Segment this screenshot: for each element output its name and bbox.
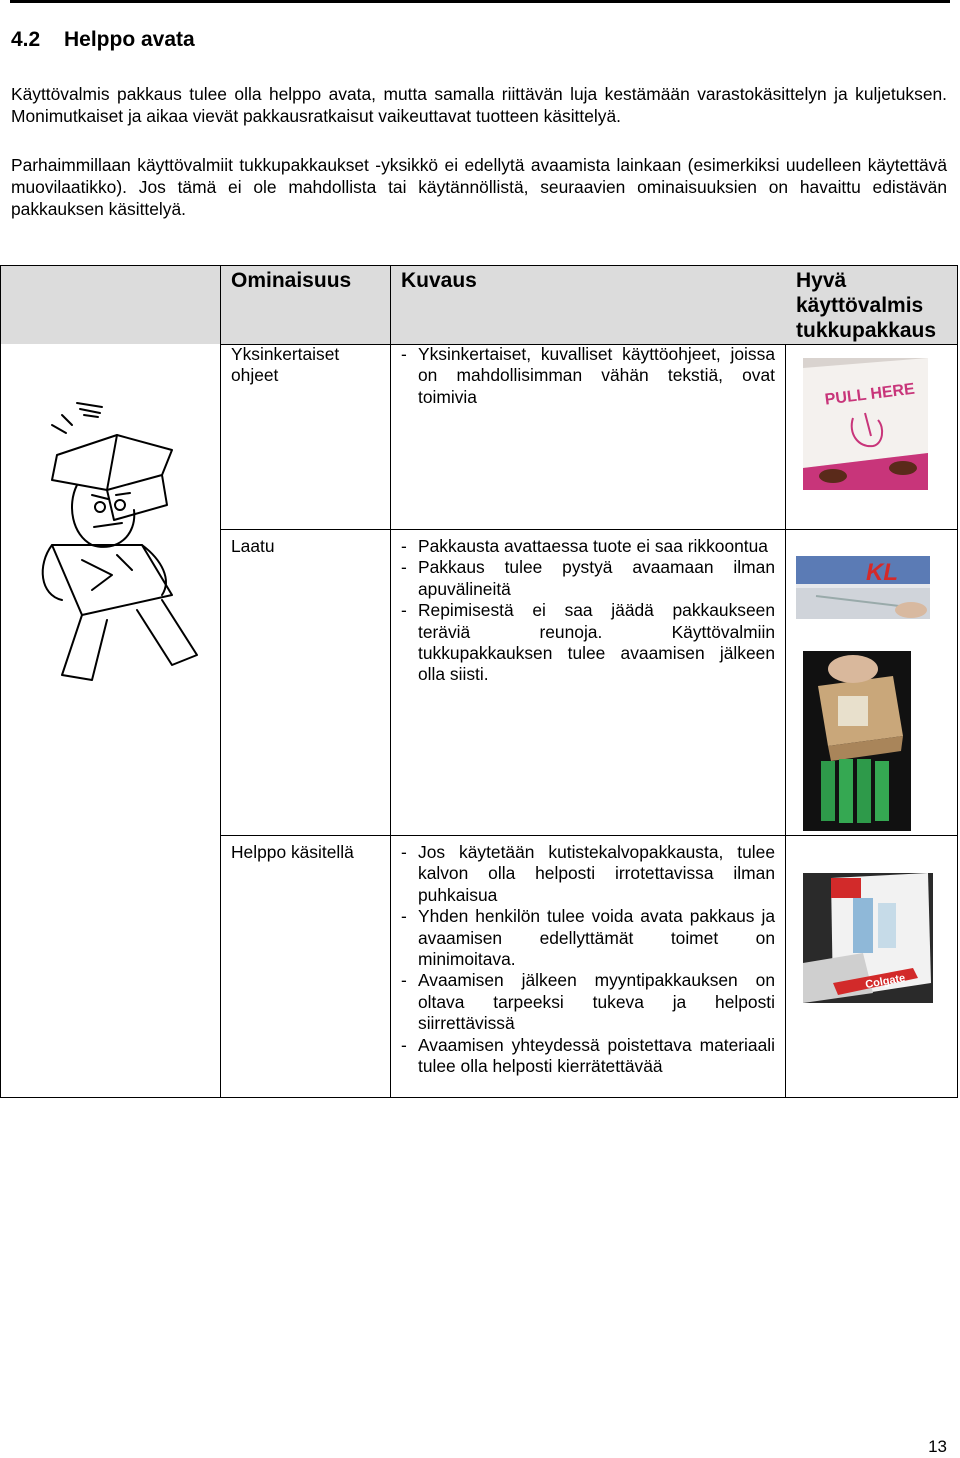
description-item (401, 344, 775, 408)
row-divider (220, 529, 958, 530)
table-border-right (957, 265, 958, 1098)
struggling-person-illustration (22, 395, 207, 685)
top-rule (10, 0, 950, 3)
description-text: Avaamisen jälkeen myyntipakkauksen on oltava tarpeeksi tukeva ja helposti siirrettävissä (418, 970, 775, 1034)
dash-bullet: - (401, 557, 407, 578)
intro-paragraph: Käyttövalmis pakkaus tulee olla helppo avata, mutta samalla riittävän luja kestämään varastokäsittelyn ja kuljetuksen. Monimutkaiset ja aikaa vievät pakkausratkaisut vaikeuttavat tuotteen käsittelyä. (11, 84, 947, 126)
header-good-package: Hyvä käyttövalmis tukkupakkaus (796, 269, 937, 342)
description-item (401, 906, 775, 970)
row-divider (220, 835, 958, 836)
row-description (401, 842, 775, 1077)
dash-bullet: - (401, 344, 407, 364)
section-title: Helppo avata (64, 28, 195, 51)
row-description (401, 536, 775, 686)
pull-here-package-image (803, 358, 928, 490)
row-description (401, 344, 775, 408)
description-item (401, 557, 775, 600)
description-text: Yhden henkilön tulee voida avata pakkaus ja avaamisen edellyttämät toimet on minimoitava. (418, 906, 775, 970)
table-border-left (0, 265, 1, 1098)
row-property: Helppo käsitellä (231, 842, 354, 862)
column-divider (220, 265, 221, 1098)
description-item (401, 842, 775, 906)
description-text: Pakkausta avattaessa tuote ei saa rikkoontua (418, 536, 768, 556)
dash-bullet: - (401, 970, 407, 991)
properties-table (0, 265, 960, 1098)
pull-here-text: PULL HERE (823, 380, 916, 409)
description-text: Repimisestä ei saa jäädä pakkaukseen teräviä reunoja. Käyttövalmiin tukkupakkauksen tulee avaamisen jälkeen olla siisti. (418, 600, 775, 685)
description-text: Yksinkertaiset, kuvalliset käyttöohjeet, joissa on mahdollisimman vähän tekstiä, ovat toimivia (418, 344, 775, 407)
description-item (401, 1035, 775, 1078)
dash-bullet: - (401, 1034, 407, 1055)
description-text: Avaamisen yhteydessä poistettava materiaali tulee olla helposti kierrätettävää (418, 1034, 775, 1077)
column-divider (390, 265, 391, 1098)
row-property: Laatu (231, 536, 275, 556)
mouthwash-box-image (803, 873, 933, 1003)
dash-bullet: - (401, 536, 407, 556)
dash-bullet: - (401, 600, 407, 621)
page-number: 13 (928, 1437, 947, 1456)
column-divider (785, 344, 786, 1098)
description-item (401, 970, 775, 1034)
row-property: Yksinkertaiset ohjeet (231, 344, 340, 386)
tear-strip-box-image (796, 556, 930, 619)
description-text: Pakkaus tulee pystyä avaamaan ilman apuvälineitä (418, 557, 775, 599)
section-number: 4.2 (11, 28, 41, 51)
detail-paragraph: Parhaimmillaan käyttövalmiit tukkupakkaukset -yksikkö ei edellytä avaamista lainkaan (esimerkiksi uudelleen käytettävä muovilaatikko). Jos tämä ei ole mahdollista tai käytännöllistä, seuraavien ominaisuuksien on havaittu edistävän pakkauksen käsittelyä. (11, 155, 947, 219)
box-over-bottles-image (803, 651, 911, 831)
description-item (401, 536, 775, 557)
section-heading (11, 28, 195, 52)
table-border-top (0, 265, 958, 266)
header-kuvaus: Kuvaus (401, 269, 477, 292)
dash-bullet: - (401, 842, 407, 862)
dash-bullet: - (401, 906, 407, 927)
description-text: Jos käytetään kutistekalvopakkausta, tulee kalvon olla helposti irrotettavissa ilman puhkaisua (418, 842, 775, 905)
box-brand-text: Colgate (864, 972, 907, 992)
header-ominaisuus: Ominaisuus (231, 269, 352, 292)
illustration-column-header (0, 265, 220, 344)
description-item (401, 600, 775, 686)
box-brand-text: KL (866, 559, 898, 586)
table-border-bottom (0, 1097, 958, 1098)
